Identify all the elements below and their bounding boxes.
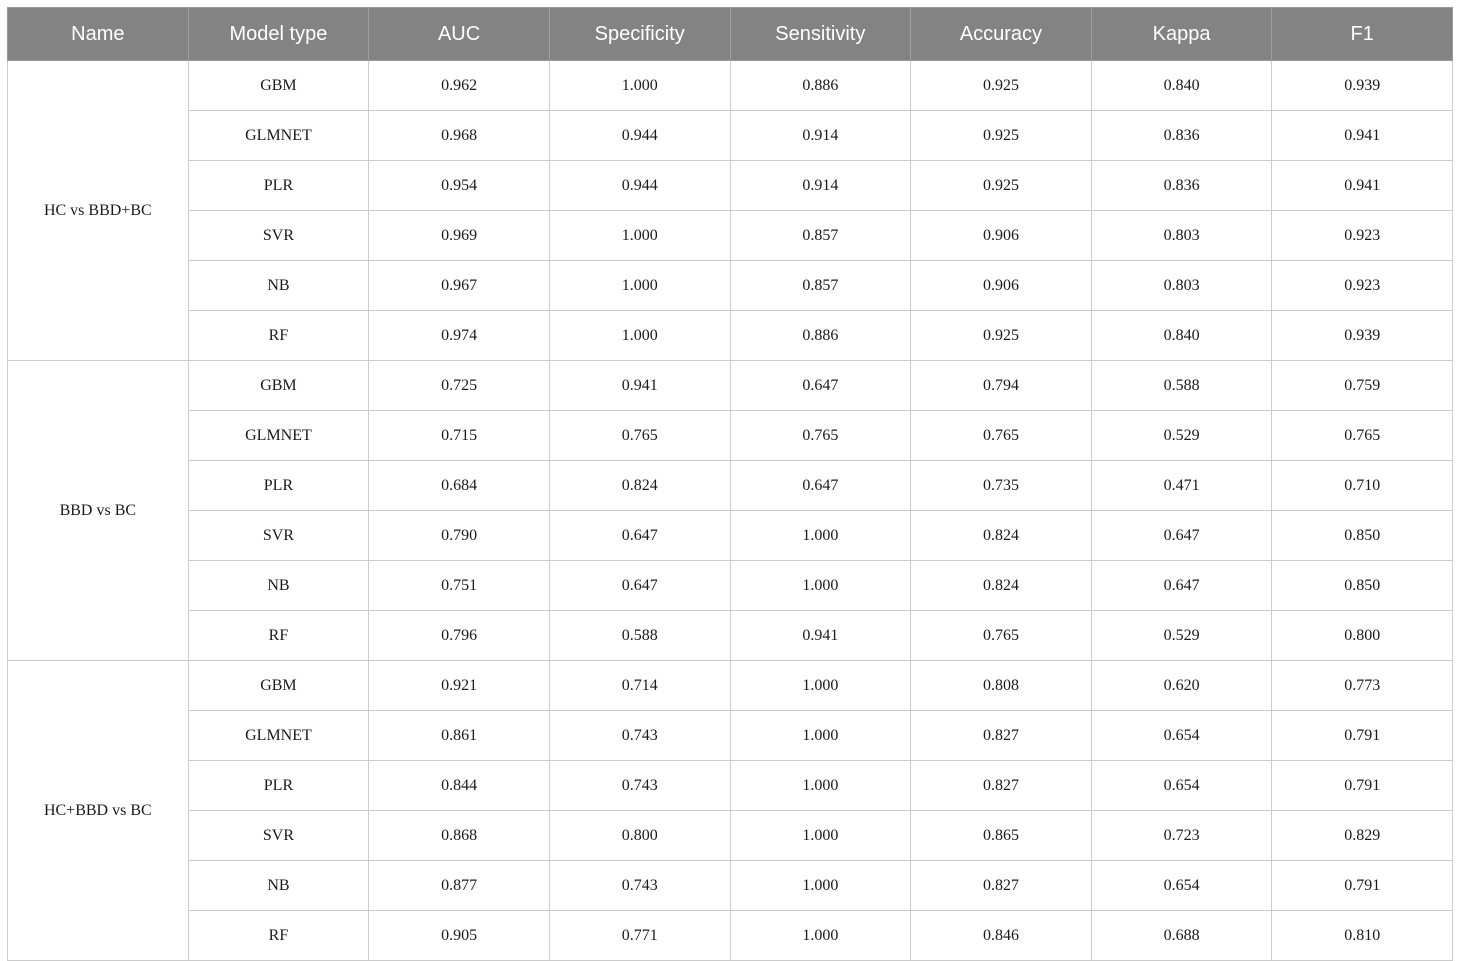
- metric-cell: 0.857: [730, 261, 911, 311]
- column-header-sensitivity: Sensitivity: [730, 8, 911, 61]
- metric-cell: 0.791: [1272, 761, 1453, 811]
- metric-cell: 0.877: [369, 861, 550, 911]
- metric-cell: 0.765: [549, 411, 730, 461]
- table-row: [8, 711, 1453, 761]
- table-row: [8, 811, 1453, 861]
- metric-cell: 0.969: [369, 211, 550, 261]
- header-row: [8, 8, 1453, 61]
- table-row: [8, 211, 1453, 261]
- model-type-cell: GBM: [188, 61, 369, 111]
- metric-cell: 0.803: [1091, 211, 1272, 261]
- metric-cell: 1.000: [730, 861, 911, 911]
- metric-cell: 0.647: [1091, 511, 1272, 561]
- metric-cell: 0.647: [730, 361, 911, 411]
- metric-cell: 0.647: [1091, 561, 1272, 611]
- table-body: [8, 61, 1453, 961]
- model-type-cell: RF: [188, 611, 369, 661]
- metric-cell: 0.827: [911, 861, 1092, 911]
- metric-cell: 1.000: [730, 811, 911, 861]
- metric-cell: 0.654: [1091, 761, 1272, 811]
- metric-cell: 0.857: [730, 211, 911, 261]
- table-header: [8, 8, 1453, 61]
- metric-cell: 0.967: [369, 261, 550, 311]
- metric-cell: 0.725: [369, 361, 550, 411]
- table-row: [8, 561, 1453, 611]
- metric-cell: 0.684: [369, 461, 550, 511]
- metric-cell: 0.944: [549, 111, 730, 161]
- metric-cell: 0.759: [1272, 361, 1453, 411]
- metric-cell: 0.941: [549, 361, 730, 411]
- metric-cell: 0.791: [1272, 861, 1453, 911]
- metric-cell: 0.923: [1272, 211, 1453, 261]
- metric-cell: 0.647: [730, 461, 911, 511]
- metric-cell: 0.796: [369, 611, 550, 661]
- metric-cell: 0.868: [369, 811, 550, 861]
- metric-cell: 0.921: [369, 661, 550, 711]
- model-type-cell: PLR: [188, 161, 369, 211]
- metric-cell: 0.771: [549, 911, 730, 961]
- metric-cell: 0.790: [369, 511, 550, 561]
- table-row: [8, 611, 1453, 661]
- model-type-cell: SVR: [188, 511, 369, 561]
- metric-cell: 0.529: [1091, 411, 1272, 461]
- metric-cell: 0.846: [911, 911, 1092, 961]
- results-table-container: [7, 7, 1453, 961]
- metric-cell: 0.824: [911, 561, 1092, 611]
- model-type-cell: GBM: [188, 661, 369, 711]
- metric-cell: 1.000: [730, 561, 911, 611]
- metric-cell: 0.906: [911, 261, 1092, 311]
- metric-cell: 0.529: [1091, 611, 1272, 661]
- table-row: [8, 461, 1453, 511]
- model-type-cell: PLR: [188, 761, 369, 811]
- metric-cell: 0.824: [911, 511, 1092, 561]
- metric-cell: 0.765: [730, 411, 911, 461]
- metric-cell: 0.905: [369, 911, 550, 961]
- metric-cell: 0.588: [1091, 361, 1272, 411]
- metric-cell: 0.925: [911, 111, 1092, 161]
- table-row: [8, 911, 1453, 961]
- metric-cell: 0.941: [1272, 161, 1453, 211]
- column-header-specificity: Specificity: [549, 8, 730, 61]
- table-row: [8, 261, 1453, 311]
- model-type-cell: GLMNET: [188, 411, 369, 461]
- metric-cell: 0.743: [549, 861, 730, 911]
- table-row: [8, 161, 1453, 211]
- table-row: [8, 411, 1453, 461]
- metric-cell: 1.000: [549, 311, 730, 361]
- metric-cell: 0.840: [1091, 311, 1272, 361]
- metric-cell: 0.968: [369, 111, 550, 161]
- metric-cell: 0.765: [911, 611, 1092, 661]
- column-header-f1: F1: [1272, 8, 1453, 61]
- metric-cell: 0.743: [549, 711, 730, 761]
- metric-cell: 1.000: [730, 761, 911, 811]
- metric-cell: 0.688: [1091, 911, 1272, 961]
- metric-cell: 1.000: [730, 711, 911, 761]
- table-row: [8, 761, 1453, 811]
- metric-cell: 0.944: [549, 161, 730, 211]
- metric-cell: 0.844: [369, 761, 550, 811]
- metric-cell: 0.914: [730, 111, 911, 161]
- metric-cell: 0.791: [1272, 711, 1453, 761]
- metric-cell: 1.000: [730, 511, 911, 561]
- metric-cell: 0.925: [911, 311, 1092, 361]
- table-row: [8, 311, 1453, 361]
- metric-cell: 1.000: [549, 261, 730, 311]
- metric-cell: 0.654: [1091, 711, 1272, 761]
- table-row: [8, 61, 1453, 111]
- metric-cell: 1.000: [730, 911, 911, 961]
- metric-cell: 0.827: [911, 711, 1092, 761]
- metric-cell: 0.723: [1091, 811, 1272, 861]
- metric-cell: 0.794: [911, 361, 1092, 411]
- table-row: [8, 111, 1453, 161]
- metric-cell: 0.850: [1272, 511, 1453, 561]
- model-type-cell: RF: [188, 311, 369, 361]
- metric-cell: 0.735: [911, 461, 1092, 511]
- metric-cell: 0.800: [549, 811, 730, 861]
- metric-cell: 0.850: [1272, 561, 1453, 611]
- metric-cell: 0.954: [369, 161, 550, 211]
- metric-cell: 0.925: [911, 61, 1092, 111]
- table-row: [8, 661, 1453, 711]
- metric-cell: 0.808: [911, 661, 1092, 711]
- table-row: [8, 511, 1453, 561]
- model-type-cell: SVR: [188, 811, 369, 861]
- metric-cell: 1.000: [549, 61, 730, 111]
- metric-cell: 0.800: [1272, 611, 1453, 661]
- model-type-cell: PLR: [188, 461, 369, 511]
- model-type-cell: GBM: [188, 361, 369, 411]
- metric-cell: 0.765: [911, 411, 1092, 461]
- metric-cell: 0.962: [369, 61, 550, 111]
- metric-cell: 0.941: [730, 611, 911, 661]
- group-name-cell: BBD vs BC: [8, 361, 189, 661]
- metric-cell: 0.925: [911, 161, 1092, 211]
- metric-cell: 0.836: [1091, 161, 1272, 211]
- metric-cell: 0.654: [1091, 861, 1272, 911]
- model-type-cell: NB: [188, 861, 369, 911]
- metric-cell: 0.620: [1091, 661, 1272, 711]
- column-header-kappa: Kappa: [1091, 8, 1272, 61]
- metric-cell: 0.751: [369, 561, 550, 611]
- metric-cell: 0.710: [1272, 461, 1453, 511]
- model-type-cell: RF: [188, 911, 369, 961]
- metric-cell: 0.906: [911, 211, 1092, 261]
- table-row: [8, 861, 1453, 911]
- model-type-cell: GLMNET: [188, 711, 369, 761]
- metric-cell: 0.914: [730, 161, 911, 211]
- column-header-auc: AUC: [369, 8, 550, 61]
- metric-cell: 0.715: [369, 411, 550, 461]
- metric-cell: 0.765: [1272, 411, 1453, 461]
- metric-cell: 1.000: [730, 661, 911, 711]
- metric-cell: 0.743: [549, 761, 730, 811]
- metric-cell: 0.836: [1091, 111, 1272, 161]
- model-performance-table: [7, 7, 1453, 961]
- model-type-cell: SVR: [188, 211, 369, 261]
- table-row: [8, 361, 1453, 411]
- metric-cell: 0.471: [1091, 461, 1272, 511]
- model-type-cell: GLMNET: [188, 111, 369, 161]
- column-header-accuracy: Accuracy: [911, 8, 1092, 61]
- metric-cell: 0.827: [911, 761, 1092, 811]
- metric-cell: 1.000: [549, 211, 730, 261]
- metric-cell: 0.840: [1091, 61, 1272, 111]
- metric-cell: 0.647: [549, 511, 730, 561]
- group-name-cell: HC vs BBD+BC: [8, 61, 189, 361]
- metric-cell: 0.829: [1272, 811, 1453, 861]
- metric-cell: 0.810: [1272, 911, 1453, 961]
- metric-cell: 0.941: [1272, 111, 1453, 161]
- metric-cell: 0.865: [911, 811, 1092, 861]
- metric-cell: 0.588: [549, 611, 730, 661]
- metric-cell: 0.886: [730, 61, 911, 111]
- model-type-cell: NB: [188, 561, 369, 611]
- metric-cell: 0.923: [1272, 261, 1453, 311]
- metric-cell: 0.803: [1091, 261, 1272, 311]
- model-type-cell: NB: [188, 261, 369, 311]
- metric-cell: 0.773: [1272, 661, 1453, 711]
- metric-cell: 0.647: [549, 561, 730, 611]
- metric-cell: 0.861: [369, 711, 550, 761]
- metric-cell: 0.824: [549, 461, 730, 511]
- metric-cell: 0.974: [369, 311, 550, 361]
- column-header-model-type: Model type: [188, 8, 369, 61]
- column-header-name: Name: [8, 8, 189, 61]
- group-name-cell: HC+BBD vs BC: [8, 661, 189, 961]
- metric-cell: 0.714: [549, 661, 730, 711]
- metric-cell: 0.939: [1272, 311, 1453, 361]
- metric-cell: 0.939: [1272, 61, 1453, 111]
- metric-cell: 0.886: [730, 311, 911, 361]
